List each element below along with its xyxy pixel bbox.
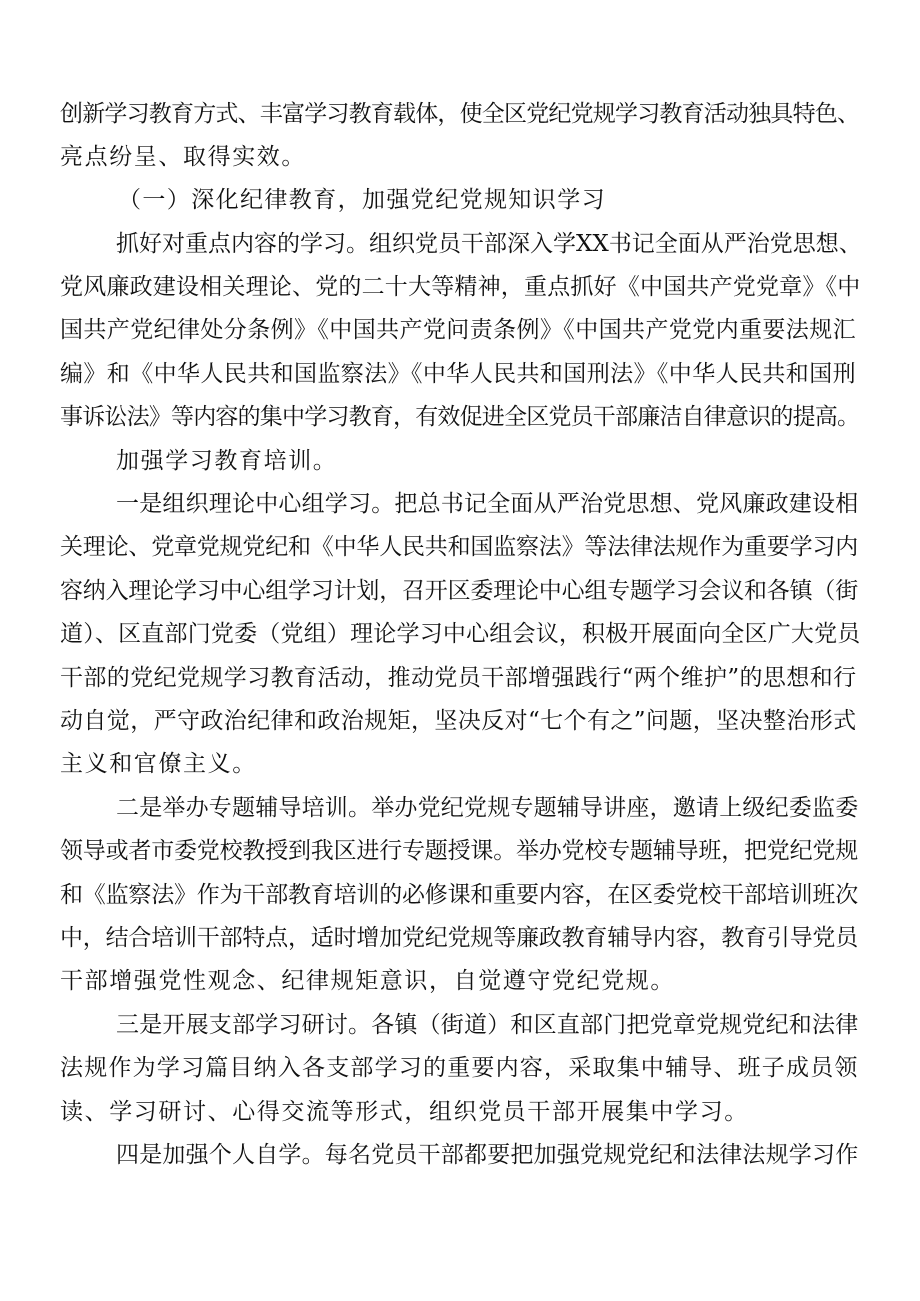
text-line: 干部增强党性观念、纪律规矩意识，自觉遵守党纪党规。: [60, 968, 675, 994]
section-heading: （一）深化纪律教育，加强党纪党规知识学习: [118, 187, 606, 213]
paragraph-start-line: 四是加强个人自学。每名党员干部都要把加强党规党纪和法律法规学习作: [116, 1142, 859, 1168]
text-line: 道）、区直部门党委（党组）理论学习中心组会议，积极开展面向全区广大党员: [60, 621, 861, 647]
text-line: 主义和官僚主义。: [60, 751, 257, 777]
paragraph-start-line: 二是举办专题辅导培训。举办党纪党规专题辅导讲座，邀请上级纪委监委: [116, 795, 859, 821]
paragraph-start-line: 一是组织理论中心组学习。把总书记全面从严治党思想、党风廉政建设相: [116, 491, 859, 517]
text-line: 动自觉，严守政治纪律和政治规矩，坚决反对“七个有之”问题，坚决整治形式: [60, 708, 857, 734]
text-line: 读、学习研讨、心得交流等形式，组织党员干部开展集中学习。: [60, 1099, 749, 1125]
text-line: 亮点纷呈、取得实效。: [60, 144, 306, 170]
text-line: 领导或者市委党校教授到我区进行专题授课。举办党校专题辅导班，把党纪党规: [60, 838, 859, 864]
text-line: 创新学习教育方式、丰富学习教育载体，使全区党纪党规学习教育活动独具特色、: [60, 101, 860, 127]
text-line: 容纳入理论学习中心组学习计划，召开区委理论中心组专题学习会议和各镇（街: [60, 578, 859, 604]
text-line: 关理论、党章党规党纪和《中华人民共和国监察法》等法律法规作为重要学习内: [60, 534, 859, 560]
text-line: 和《监察法》作为干部教育培训的必修课和重要内容，在区委党校干部培训班次: [60, 882, 859, 908]
paragraph-start-line: 加强学习教育培训。: [116, 448, 338, 474]
paragraph-start-line: 抓好对重点内容的学习。组织党员干部深入学XX书记全面从严治党思想、: [116, 231, 862, 257]
text-line: 编》和《中华人民共和国监察法》《中华人民共和国刑法》《中华人民共和国刑: [60, 361, 856, 387]
paragraph-start-line: 三是开展支部学习研讨。各镇（街道）和区直部门把党章党规党纪和法律: [116, 1012, 859, 1038]
text-line: 法规作为学习篇目纳入各支部学习的重要内容，采取集中辅导、班子成员领: [60, 1055, 859, 1081]
text-line: 中，结合培训干部特点，适时增加党纪党规等廉政教育辅导内容，教育引导党员: [60, 925, 859, 951]
text-line: 党风廉政建设相关理论、党的二十大等精神，重点抓好《中国共产党党章》《中: [60, 274, 861, 300]
text-line: 事诉讼法》等内容的集中学习教育，有效促进全区党员干部廉洁自律意识的提高。: [60, 404, 860, 430]
text-line: 干部的党纪党规学习教育活动，推动党员干部增强践行“两个维护”的思想和行: [60, 665, 857, 691]
text-line: 国共产党纪律处分条例》《中国共产党问责条例》《中国共产党党内重要法规汇: [60, 317, 856, 343]
